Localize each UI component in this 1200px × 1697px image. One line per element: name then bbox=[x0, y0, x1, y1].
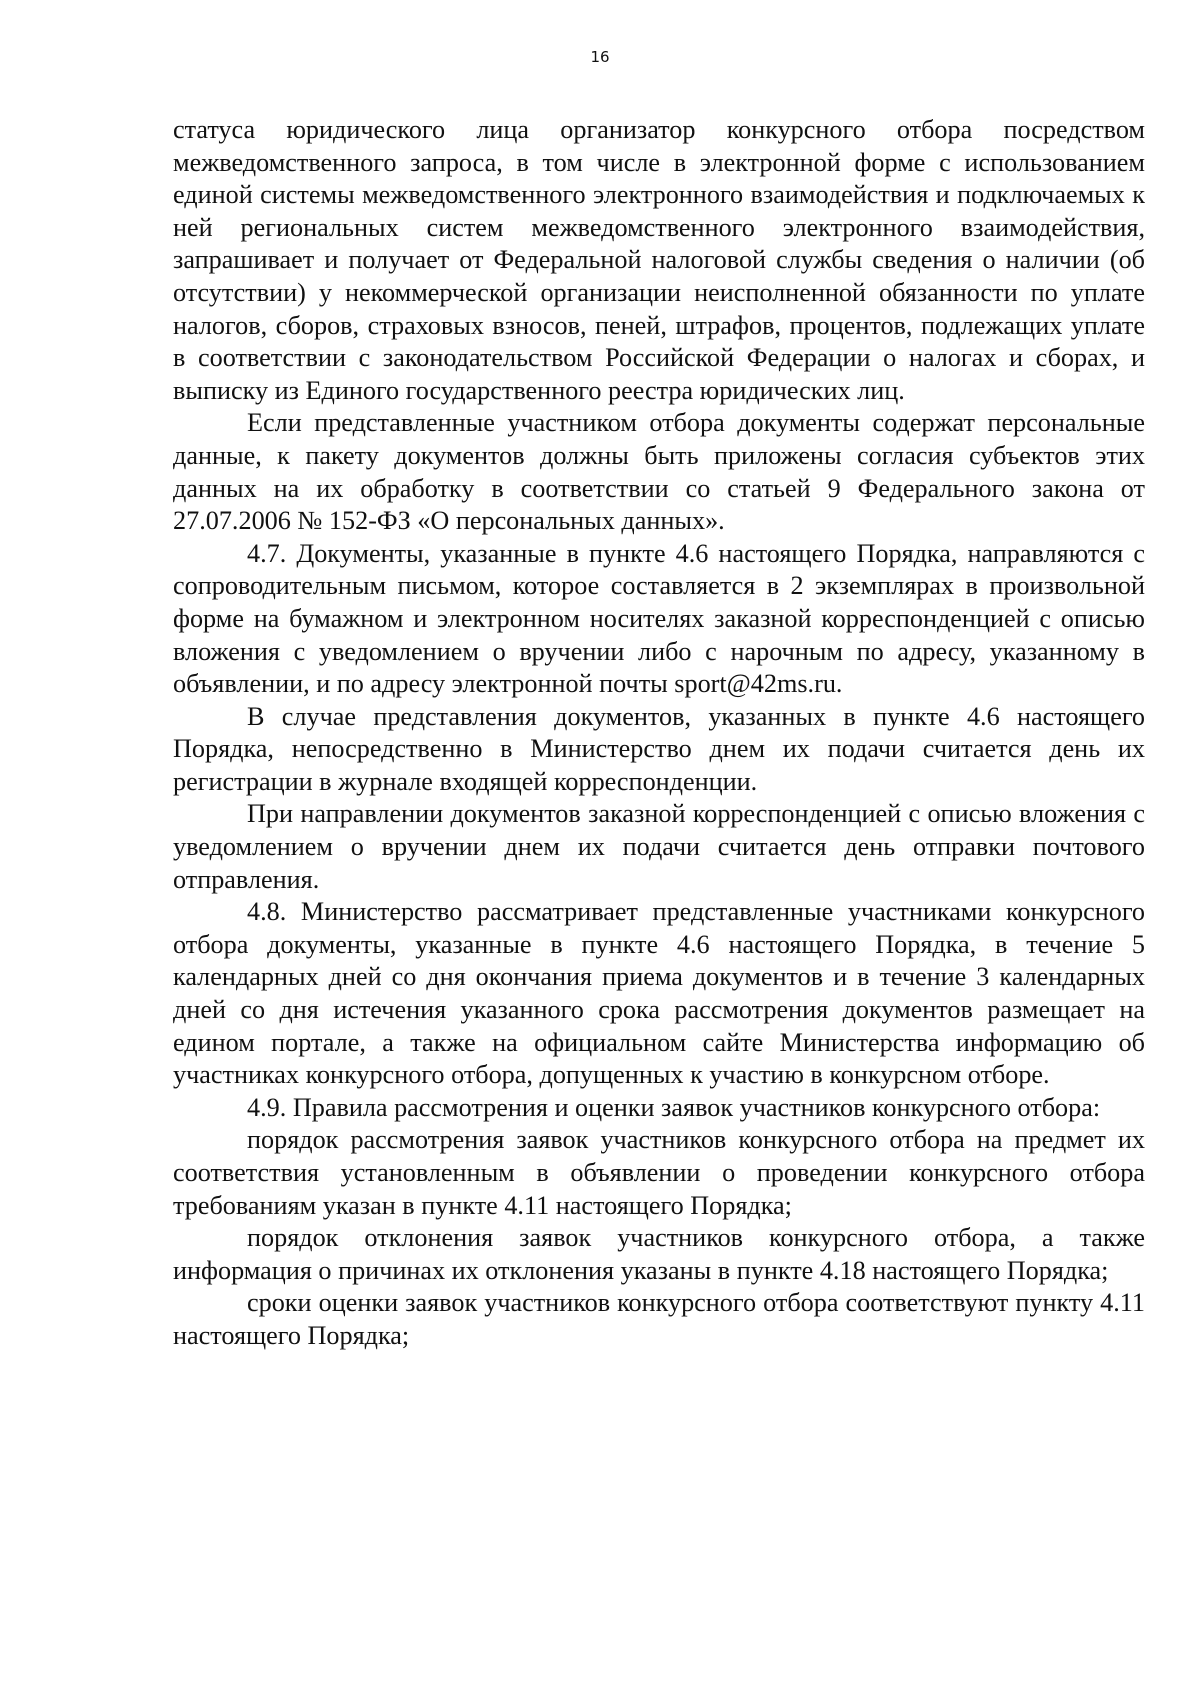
paragraph-1: статуса юридического лица организатор конкурсного отбора посредством межведомственного запроса, в том числе в электронной форме с использованием единой системы межведомственного электронного взаимодействия и подключаемых к ней региональных систем межведомственного электронного взаимодействия, запрашивает и получает от Федеральной налоговой службы сведения о наличии (об отсутствии) у некоммерческой организации неисполненной обязанности по уплате налогов, сборов, страховых взносов, пеней, штрафов, процентов, подлежащих уплате в соответствии с законодательством Российской Федерации о налогах и сборах, и выписку из Единого государственного реестра юридических лиц. bbox=[173, 115, 1145, 405]
paragraph-4: В случае представления документов, указанных в пункте 4.6 настоящего Порядка, непосредственно в Министерство днем их подачи считается день их регистрации в журнале входящей корреспонденции. bbox=[173, 701, 1145, 796]
document-body bbox=[173, 114, 1145, 1353]
paragraph-9: порядок отклонения заявок участников конкурсного отбора, а также информация о причинах их отклонения указаны в пункте 4.18 настоящего Порядка; bbox=[173, 1223, 1145, 1285]
paragraph-3: 4.7. Документы, указанные в пункте 4.6 настоящего Порядка, направляются с сопроводительным письмом, которое составляется в 2 экземплярах в произвольной форме на бумажном и электронном носителях заказной корреспонденцией с описью вложения с уведомлением о вручении либо с нарочным по адресу, указанному в объявлении, и по адресу электронной почты sport@42ms.ru. bbox=[173, 538, 1145, 699]
page-number: 16 bbox=[590, 48, 610, 66]
paragraph-10: сроки оценки заявок участников конкурсного отбора соответствуют пункту 4.11 настоящего Порядка; bbox=[173, 1288, 1145, 1350]
paragraph-7: 4.9. Правила рассмотрения и оценки заявок участников конкурсного отбора: bbox=[247, 1092, 1101, 1122]
paragraph-6: 4.8. Министерство рассматривает представленные участниками конкурсного отбора документы, указанные в пункте 4.6 настоящего Порядка, в течение 5 календарных дней со дня окончания приема документов и в течение 3 календарных дней со дня истечения указанного срока рассмотрения документов размещает на едином портале, а также на официальном сайте Министерства информацию об участниках конкурсного отбора, допущенных к участию в конкурсном отборе. bbox=[173, 897, 1145, 1090]
paragraph-8: порядок рассмотрения заявок участников конкурсного отбора на предмет их соответствия установленным в объявлении о проведении конкурсного отбора требованиям указан в пункте 4.11 настоящего Порядка; bbox=[173, 1125, 1145, 1220]
paragraph-5: При направлении документов заказной корреспонденцией с описью вложения с уведомлением о вручении днем их подачи считается день отправки почтового отправления. bbox=[173, 799, 1145, 894]
paragraph-2: Если представленные участником отбора документы содержат персональные данные, к пакету документов должны быть приложены согласия субъектов этих данных на их обработку в соответствии со статьей 9 Федерального закона от 27.07.2006 № 152-ФЗ «О персональных данных». bbox=[173, 408, 1145, 536]
